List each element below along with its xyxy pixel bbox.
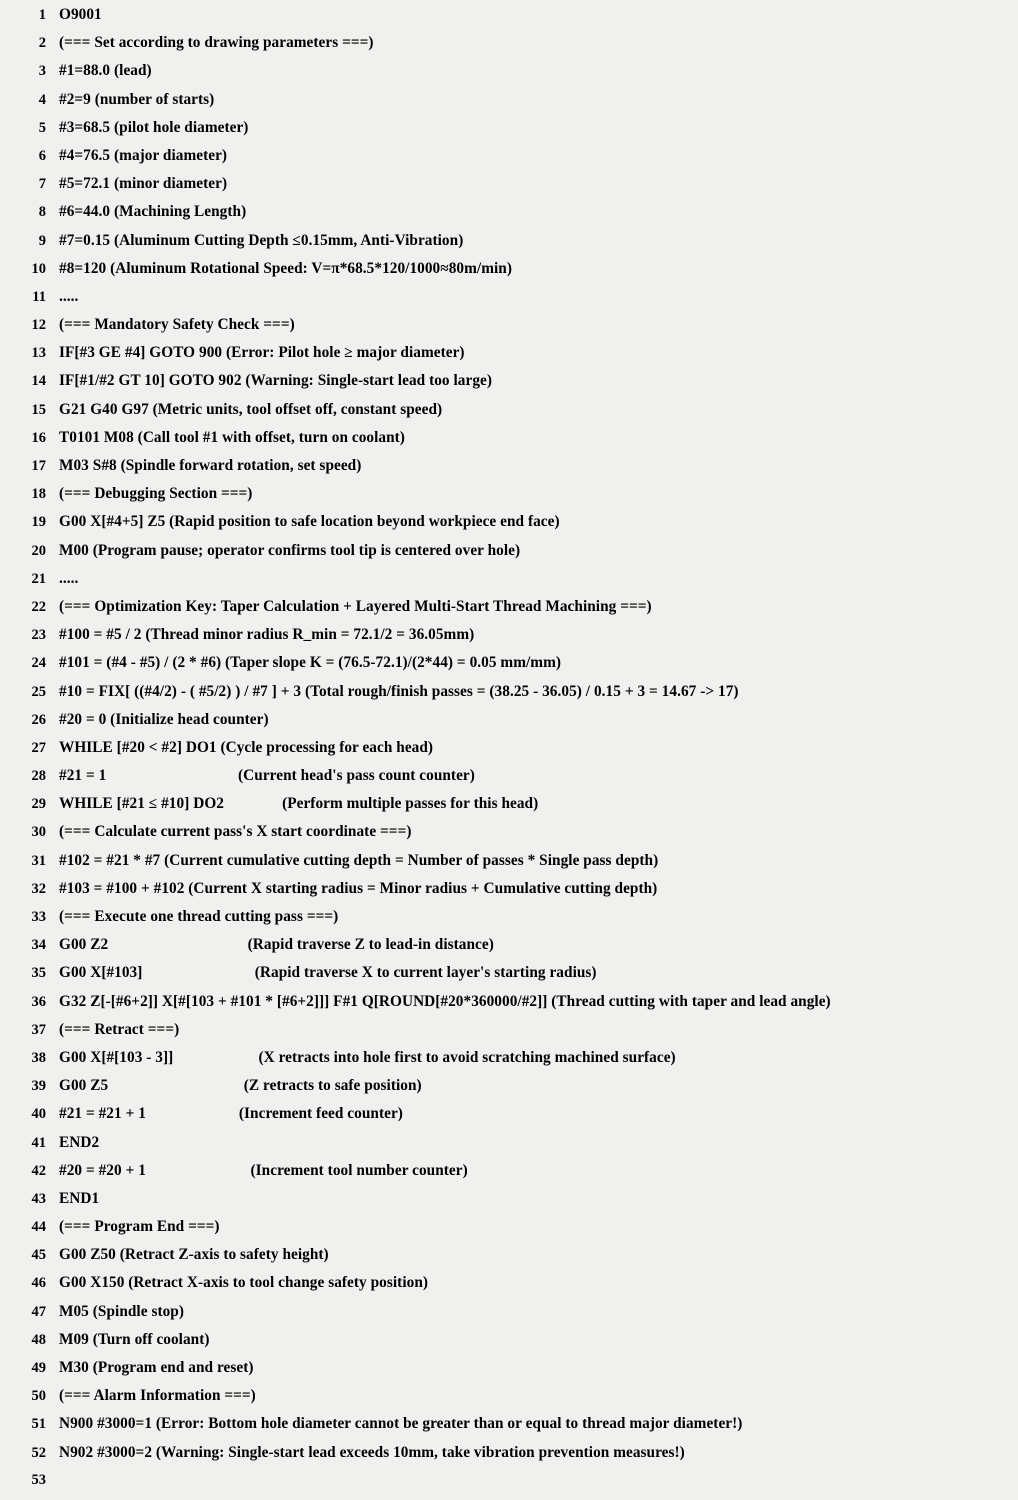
code-line [0,683,1018,711]
code-line [0,993,1018,1021]
code-line [0,513,1018,541]
line-content: (=== Alarm Information ===) [59,1387,256,1405]
line-content: IF[#1/#2 GT 10] GOTO 902 (Warning: Single-start lead too large) [59,372,493,390]
line-number: 20 [31,542,46,559]
code-line [0,570,1018,598]
line-content: N902 #3000=2 (Warning: Single-start lead exceeds 10mm, take vibration prevention measures!) [59,1443,685,1461]
line-number: 42 [31,1162,46,1179]
code-line [0,626,1018,654]
code-line [0,175,1018,203]
line-number: 23 [31,627,46,644]
line-content: #21 = 1 (Current head's pass count counter) [59,767,475,785]
code-line [0,1021,1018,1049]
line-content: #100 = #5 / 2 (Thread minor radius R_min = 72.1/2 = 36.05mm) [59,626,475,644]
line-content: #103 = #100 + #102 (Current X starting radius = Minor radius + Cumulative cutting depth) [59,879,658,897]
code-line [0,6,1018,34]
line-number: 12 [31,317,46,334]
code-line [0,316,1018,344]
line-content: #5=72.1 (minor diameter) [59,175,228,193]
line-number: 40 [31,1106,46,1123]
code-line [0,1387,1018,1415]
code-line [0,1190,1018,1218]
code-line [0,908,1018,936]
code-line [0,1415,1018,1443]
line-content: (=== Retract ===) [59,1020,180,1038]
line-number: 33 [31,909,46,925]
line-number: 53 [31,1471,46,1488]
line-content: (=== Execute one thread cutting pass ===) [59,908,339,925]
line-number: 26 [31,711,46,728]
line-content: #10 = FIX[ ((#4/2) - ( #5/2) ) / #7 ] + 3 (Total rough/finish passes = (38.25 - 36.05) / 0.15 + 3 = 14.67 -> 17) [59,682,739,700]
line-number: 4 [38,91,46,108]
line-number: 39 [31,1078,46,1095]
line-number: 13 [31,345,46,362]
code-line [0,1049,1018,1077]
line-content: ..... [59,287,79,305]
line-content: WHILE [#21 ≤ #10] DO2 (Perform multiple passes for this head) [59,795,539,813]
code-line [0,1134,1018,1162]
line-number: 51 [31,1416,46,1433]
code-line [0,823,1018,851]
line-content: #7=0.15 (Aluminum Cutting Depth ≤0.15mm, Anti-Vibration) [59,231,464,249]
line-content: M30 (Program end and reset) [59,1359,254,1376]
code-line [0,1077,1018,1105]
line-number: 31 [31,852,46,869]
line-number: 10 [31,260,46,277]
line-content: G00 Z2 (Rapid traverse Z to lead-in distance) [59,936,494,954]
line-content: #20 = #20 + 1 (Increment tool number counter) [59,1161,468,1179]
line-content: END2 [59,1133,100,1151]
line-content: (=== Optimization Key: Taper Calculation + Layered Multi-Start Thread Machining ===) [59,597,652,615]
line-number: 24 [31,655,46,672]
line-number: 3 [38,63,46,80]
line-content: #2=9 (number of starts) [59,90,215,108]
code-line [0,429,1018,457]
code-line [0,1218,1018,1246]
line-content: G00 X150 (Retract X-axis to tool change safety position) [59,1274,429,1292]
line-number: 1 [38,7,46,23]
code-line [0,401,1018,429]
line-content: (=== Set according to drawing parameters ===) [59,34,374,52]
line-number: 47 [31,1303,46,1320]
line-number: 41 [31,1134,46,1151]
line-number: 19 [31,514,46,531]
line-content: G00 X[#[103 - 3]] (X retracts into hole first to avoid scratching machined surface) [59,1048,676,1066]
line-number: 21 [31,570,46,587]
line-content: #6=44.0 (Machining Length) [59,203,247,221]
line-number: 27 [31,739,46,756]
code-line [0,344,1018,372]
line-number: 28 [31,768,46,785]
line-content: G00 X[#103] (Rapid traverse X to current layer's starting radius) [59,964,597,982]
code-line [0,91,1018,119]
line-content: (=== Calculate current pass's X start coordinate ===) [59,823,412,841]
line-number: 49 [31,1360,46,1376]
line-content: G32 Z[-[#6+2]] X[#[103 + #101 * [#6+2]]] F#1 Q[ROUND[#20*360000/#2]] (Thread cutting with taper and lead angle) [59,992,831,1010]
line-number: 34 [31,937,46,954]
line-content: #20 = 0 (Initialize head counter) [59,710,269,728]
code-line [0,880,1018,908]
line-number: 52 [31,1444,46,1461]
line-content: M00 (Program pause; operator confirms tool tip is centered over hole) [59,541,521,559]
line-number: 25 [31,683,46,700]
code-line [0,62,1018,90]
code-line [0,852,1018,880]
line-number: 16 [31,429,46,446]
line-number: 38 [31,1049,46,1066]
code-line [0,1246,1018,1274]
code-line [0,1444,1018,1472]
line-content: ..... [59,569,79,587]
line-content: #1=88.0 (lead) [59,62,152,80]
code-line [0,795,1018,823]
line-content: G00 Z5 (Z retracts to safe position) [59,1077,422,1095]
code-line [0,457,1018,485]
line-content: G00 Z50 (Retract Z-axis to safety height) [59,1246,329,1264]
line-number: 2 [38,35,46,52]
line-number: 15 [31,401,46,418]
line-number: 36 [31,993,46,1010]
code-line [0,147,1018,175]
line-number: 6 [38,147,46,164]
line-content: IF[#3 GE #4] GOTO 900 (Error: Pilot hole ≥ major diameter) [59,344,465,362]
code-line [0,119,1018,147]
line-content: #101 = (#4 - #5) / (2 * #6) (Taper slope K = (76.5-72.1)/(2*44) = 0.05 mm/mm) [59,654,562,672]
code-line [0,654,1018,682]
line-number: 22 [31,598,46,615]
line-number: 18 [31,486,46,503]
code-line [0,598,1018,626]
line-number: 29 [31,796,46,813]
code-line [0,372,1018,400]
line-content: O9001 [59,6,102,23]
line-number: 46 [31,1275,46,1292]
code-line [0,936,1018,964]
line-content: M03 S#8 (Spindle forward rotation, set speed) [59,457,362,474]
line-number: 43 [31,1190,46,1207]
line-number: 50 [31,1388,46,1405]
line-number: 14 [31,373,46,390]
code-line [0,1274,1018,1302]
line-number: 32 [31,880,46,897]
code-line [0,1331,1018,1359]
line-number: 48 [31,1331,46,1348]
line-content: #21 = #21 + 1 (Increment feed counter) [59,1105,403,1123]
line-content: N900 #3000=1 (Error: Bottom hole diameter cannot be greater than or equal to thread major diameter!) [59,1415,743,1433]
line-number: 17 [31,458,46,474]
line-content: #102 = #21 * #7 (Current cumulative cutting depth = Number of passes * Single pass depth) [59,851,659,869]
line-number: 11 [32,288,46,305]
code-line [0,1359,1018,1387]
line-number: 9 [38,232,46,249]
code-line [0,203,1018,231]
line-content: #3=68.5 (pilot hole diameter) [59,118,249,136]
line-content: #4=76.5 (major diameter) [59,146,228,164]
line-number: 35 [31,965,46,982]
code-line [0,767,1018,795]
code-line [0,739,1018,767]
code-line [0,1303,1018,1331]
line-number: 30 [31,824,46,841]
code-line [0,232,1018,260]
line-number: 8 [38,204,46,221]
line-number: 45 [31,1247,46,1264]
line-content: G21 G40 G97 (Metric units, tool offset off, constant speed) [59,400,443,418]
code-line [0,1162,1018,1190]
line-content: (=== Mandatory Safety Check ===) [59,316,295,334]
line-content: END1 [59,1189,100,1207]
code-line [0,260,1018,288]
code-line [0,288,1018,316]
code-line [0,711,1018,739]
line-number: 7 [38,176,46,193]
line-content: T0101 M08 (Call tool #1 with offset, turn on coolant) [59,428,405,446]
line-content: #8=120 (Aluminum Rotational Speed: V=π*68.5*120/1000≈80m/min) [59,259,512,277]
code-line [0,485,1018,513]
line-content: (=== Program End ===) [59,1218,220,1236]
line-number: 5 [38,119,46,136]
code-line [0,964,1018,992]
line-content: WHILE [#20 < #2] DO1 (Cycle processing for each head) [59,738,434,756]
line-number: 37 [31,1021,46,1038]
code-line [0,1472,1018,1500]
line-number: 44 [31,1219,46,1236]
code-line [0,1105,1018,1133]
code-line [0,542,1018,570]
code-line [0,34,1018,62]
line-content: M05 (Spindle stop) [59,1302,184,1320]
line-content: (=== Debugging Section ===) [59,485,253,503]
line-content: M09 (Turn off coolant) [59,1330,210,1348]
line-content: G00 X[#4+5] Z5 (Rapid position to safe location beyond workpiece end face) [59,513,560,531]
